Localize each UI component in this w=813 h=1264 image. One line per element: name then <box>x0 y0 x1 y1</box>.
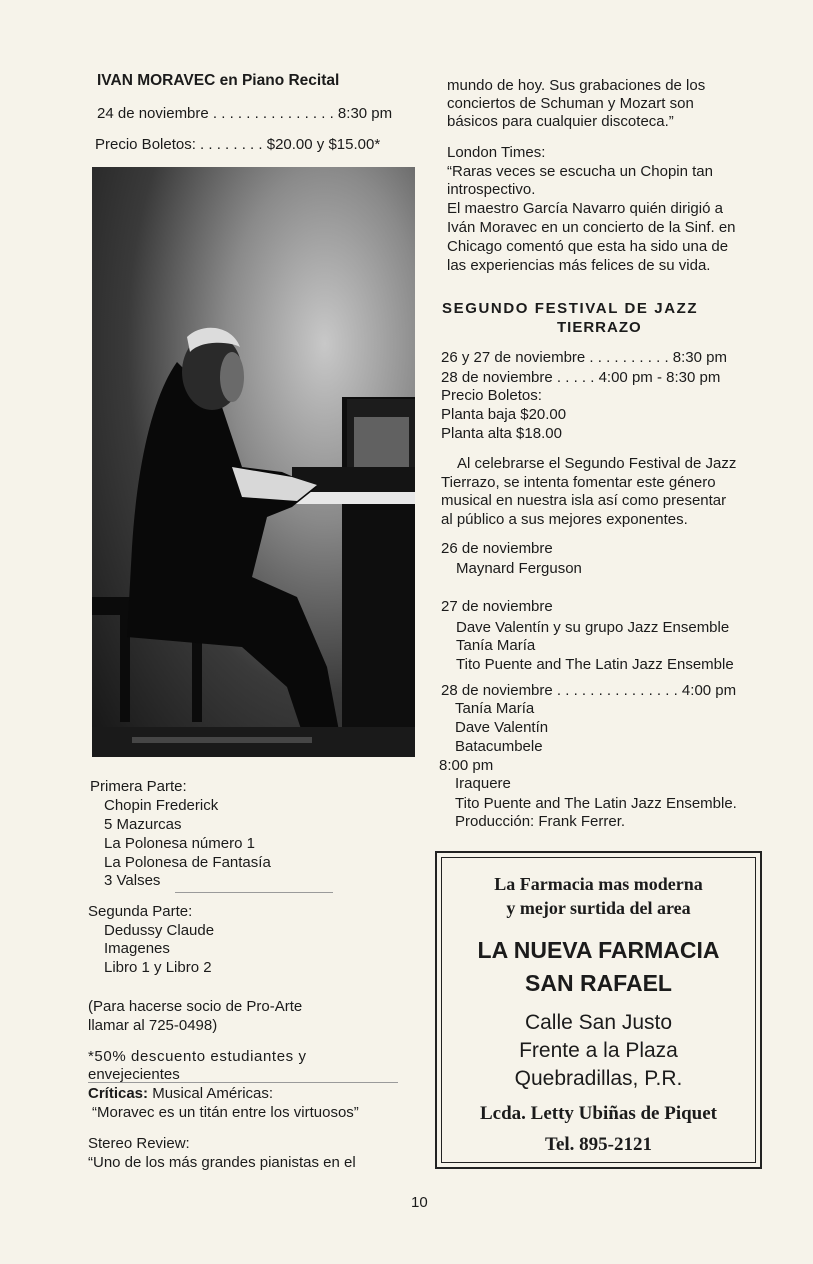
criticas-label: Críticas: <box>88 1085 149 1102</box>
ad-pharmacy-name: LA NUEVA FARMACIA <box>477 937 720 963</box>
ad-address: Calle San Justo <box>524 1011 673 1034</box>
review-continued: mundo de hoy. Sus grabaciones de los <box>447 77 706 94</box>
festival-desc: musical en nuestra isla así como presentar <box>441 492 727 509</box>
london-text: El maestro García Navarro quién dirigió a <box>447 200 723 217</box>
list-item: Tito Puente and The Latin Jazz Ensemble <box>456 656 734 673</box>
day3-evening: 8:00 pm <box>439 757 494 774</box>
ad-tagline: La Farmacia mas moderna <box>494 874 703 894</box>
ad-address: Frente a la Plaza <box>519 1039 678 1062</box>
part1-heading: Primera Parte: <box>90 778 187 795</box>
london-text: Iván Moravec en un concierto de la Sinf. en <box>447 219 736 236</box>
membership-note: (Para hacerse socio de Pro-Arte <box>88 998 303 1015</box>
review-continued: conciertos de Schuman y Mozart son <box>447 95 694 112</box>
list-item: Tito Puente and The Latin Jazz Ensemble. <box>455 795 737 812</box>
pharmacy-ad <box>435 851 762 1169</box>
recital-date: 24 de noviembre . . . . . . . . . . . . . . . 8:30 pm <box>97 105 393 122</box>
criticas-quote: “Moravec es un titán entre los virtuosos” <box>92 1104 359 1121</box>
pianist-photo <box>92 167 415 757</box>
criticas-source: Musical Américas: <box>148 1085 274 1102</box>
london-text: “Raras veces se escucha un Chopin tan <box>447 163 713 180</box>
page-number: 10 <box>411 1194 428 1211</box>
list-item: La Polonesa número 1 <box>104 835 255 852</box>
discount-note: envejecientes <box>88 1066 180 1083</box>
ad-phone: Tel. 895-2121 <box>545 1134 652 1155</box>
festival-price: Planta alta $18.00 <box>441 425 562 442</box>
day3-date: 28 de noviembre . . . . . . . . . . . . . . . 4:00 pm <box>441 682 737 699</box>
london-label: London Times: <box>447 144 546 161</box>
list-item: Dedussy Claude <box>104 922 215 939</box>
pharmacy-ad-frame <box>441 857 756 1163</box>
festival-date: 28 de noviembre . . . . . 4:00 pm - 8:30 pm <box>441 369 721 386</box>
ad-tagline: y mejor surtida del area <box>506 898 691 918</box>
festival-price: Planta baja $20.00 <box>441 406 567 423</box>
membership-note: llamar al 725-0498) <box>88 1017 218 1034</box>
day1-date: 26 de noviembre <box>441 540 553 557</box>
stereo-quote: “Uno de los más grandes pianistas en el <box>88 1154 356 1171</box>
london-text: Chicago comentó que esta ha sido una de <box>447 238 729 255</box>
ad-address: Quebradillas, P.R. <box>514 1067 683 1090</box>
festival-price: Precio Boletos: <box>441 387 542 404</box>
recital-title: IVAN MORAVEC en Piano Recital <box>97 72 340 89</box>
festival-desc: Al celebrarse el Segundo Festival de Jazz <box>457 455 737 472</box>
london-text: las experiencias más felices de su vida. <box>447 257 711 274</box>
list-item: Libro 1 y Libro 2 <box>104 959 212 976</box>
list-item: Tanía María <box>455 700 535 717</box>
stereo-label: Stereo Review: <box>88 1135 190 1152</box>
divider <box>175 892 333 893</box>
ad-pharmacy-name: SAN RAFAEL <box>525 970 672 996</box>
divider <box>88 1082 398 1083</box>
list-item: 5 Mazurcas <box>104 816 182 833</box>
festival-title: SEGUNDO FESTIVAL DE JAZZ <box>442 300 699 317</box>
list-item: Producción: Frank Ferrer. <box>455 813 626 830</box>
list-item: Dave Valentín y su grupo Jazz Ensemble <box>456 619 730 636</box>
list-item: Tanía María <box>456 637 536 654</box>
list-item: Maynard Ferguson <box>456 560 582 577</box>
festival-desc: Tierrazo, se intenta fomentar este género <box>441 474 716 491</box>
ad-owner: Lcda. Letty Ubiñas de Piquet <box>480 1103 717 1124</box>
list-item: Dave Valentín <box>455 719 549 736</box>
recital-price: Precio Boletos: . . . . . . . . $20.00 y $15.00* <box>95 136 381 153</box>
day2-date: 27 de noviembre <box>441 598 553 615</box>
part2-heading: Segunda Parte: <box>88 903 193 920</box>
festival-title: TIERRAZO <box>557 319 642 336</box>
list-item: La Polonesa de Fantasía <box>104 854 271 871</box>
list-item: 3 Valses <box>104 872 161 889</box>
list-item: Batacumbele <box>455 738 543 755</box>
festival-desc: al público a sus mejores exponentes. <box>441 511 688 528</box>
list-item: Iraquere <box>455 775 511 792</box>
list-item: Imagenes <box>104 940 170 957</box>
review-continued: básicos para cualquier discoteca.” <box>447 113 674 130</box>
list-item: Chopin Frederick <box>104 797 219 814</box>
festival-date: 26 y 27 de noviembre . . . . . . . . . . 8:30 pm <box>441 349 727 366</box>
discount-note: *50% descuento estudiantes y <box>88 1048 307 1065</box>
criticas-line <box>88 1084 273 1103</box>
london-text: introspectivo. <box>447 181 536 198</box>
